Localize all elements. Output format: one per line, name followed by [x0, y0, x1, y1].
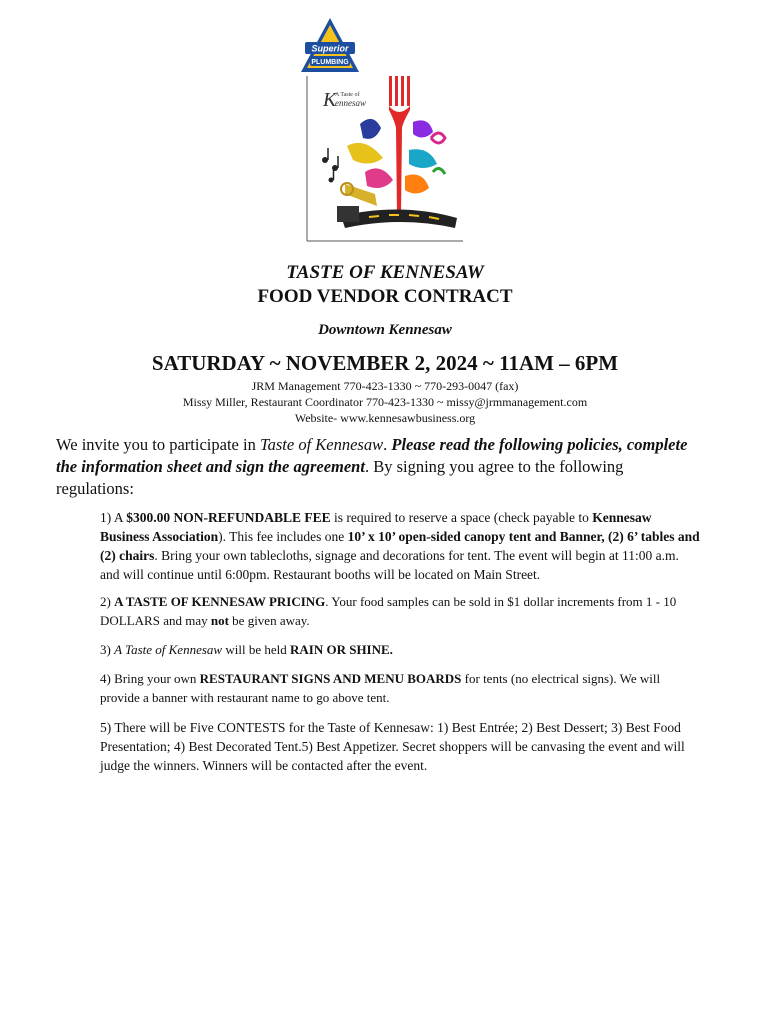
rule-text: 3) [100, 642, 115, 657]
rule-emphasis: not [210, 613, 229, 628]
rule-text: for tents (no electrical signs). We will provide a banner with restaurant name to go above tent. [100, 671, 661, 705]
rule-text: is required to reserve a space (check payable to [330, 510, 593, 525]
rule-contests: 5) There will be Five CONTESTS for the Taste of Kennesaw: 1) Best Entrée; 2) Best Dessert; 3) Best Food Presentation; 4) Best Decorated Tent.5) Best Appetizer. Secret shoppers will be canvasing the event and will judge the winners. Winners will be contacted after the event. [100, 720, 685, 773]
rule-text: 1) A [100, 510, 127, 525]
rule-signs [100, 669, 700, 707]
svg-text:A Taste of: A Taste of [335, 92, 360, 98]
rule-emphasis: $300.00 NON-REFUNDABLE FEE [126, 510, 331, 525]
intro-text: . [383, 435, 392, 454]
event-date: SATURDAY ~ NOVEMBER 2, 2024 ~ 11AM – 6PM [151, 351, 619, 375]
svg-text:PLUMBING: PLUMBING [311, 59, 349, 66]
intro-event-name: Taste of Kennesaw [259, 435, 384, 454]
intro-text: . By signing you agree to the following regulations: [56, 457, 624, 498]
event-location: Downtown Kennesaw [318, 322, 452, 338]
contact-website: Website- www.kennesawbusiness.org [294, 411, 476, 425]
page-title: TASTE OF KENNESAW [286, 262, 484, 283]
rule-text: will be held [222, 642, 290, 657]
rule-weather [100, 640, 700, 659]
rule-text: . Your food samples can be sold in $1 dollar increments from 1 - 10 DOLLARS and may [100, 594, 677, 628]
rule-emphasis: 10’ x 10’ open-sided canopy tent and Banner, (2) 6’ tables and (2) chairs [100, 529, 700, 563]
intro-text: We invite you to participate in [56, 435, 260, 454]
rule-text: ). This fee includes one [218, 529, 348, 544]
rule-emphasis: RAIN OR SHINE. [289, 642, 393, 657]
rule-emphasis: A TASTE OF KENNESAW PRICING [114, 594, 326, 609]
regulations-list [100, 508, 700, 783]
rule-pricing [100, 592, 700, 630]
superior-plumbing-logo [299, 16, 361, 74]
svg-text:K: K [323, 89, 337, 111]
svg-text:ennesaw: ennesaw [335, 98, 366, 108]
intro-instructions: Please read the following policies, complete the information sheet and sign the agreement [56, 435, 688, 476]
contact-coordinator: Missy Miller, Restaurant Coordinator 770-423-1330 ~ missy@jrmmanagement.com [182, 395, 588, 409]
rule-text: 2) [100, 594, 115, 609]
rule-fee [100, 508, 700, 584]
page-subtitle: FOOD VENDOR CONTRACT [257, 286, 513, 307]
intro-paragraph [56, 434, 696, 500]
rule-emphasis: Kennesaw Business Association [100, 510, 652, 544]
taste-of-kennesaw-logo [305, 76, 465, 244]
rule-event-name: A Taste of Kennesaw [114, 642, 223, 657]
svg-text:Superior: Superior [311, 43, 349, 54]
rule-text: be given away. [228, 613, 310, 628]
rule-text: . Bring your own tablecloths, signage and decorations for tent. The event will begin at 11:00 a.m. and will continue until 6:00pm. Restaurant booths will be located on Main Street. [100, 548, 679, 582]
rule-text: 4) Bring your own [100, 671, 200, 686]
contact-management: JRM Management 770-423-1330 ~ 770-293-0047 (fax) [251, 379, 519, 393]
rule-emphasis: RESTAURANT SIGNS AND MENU BOARDS [199, 671, 462, 686]
